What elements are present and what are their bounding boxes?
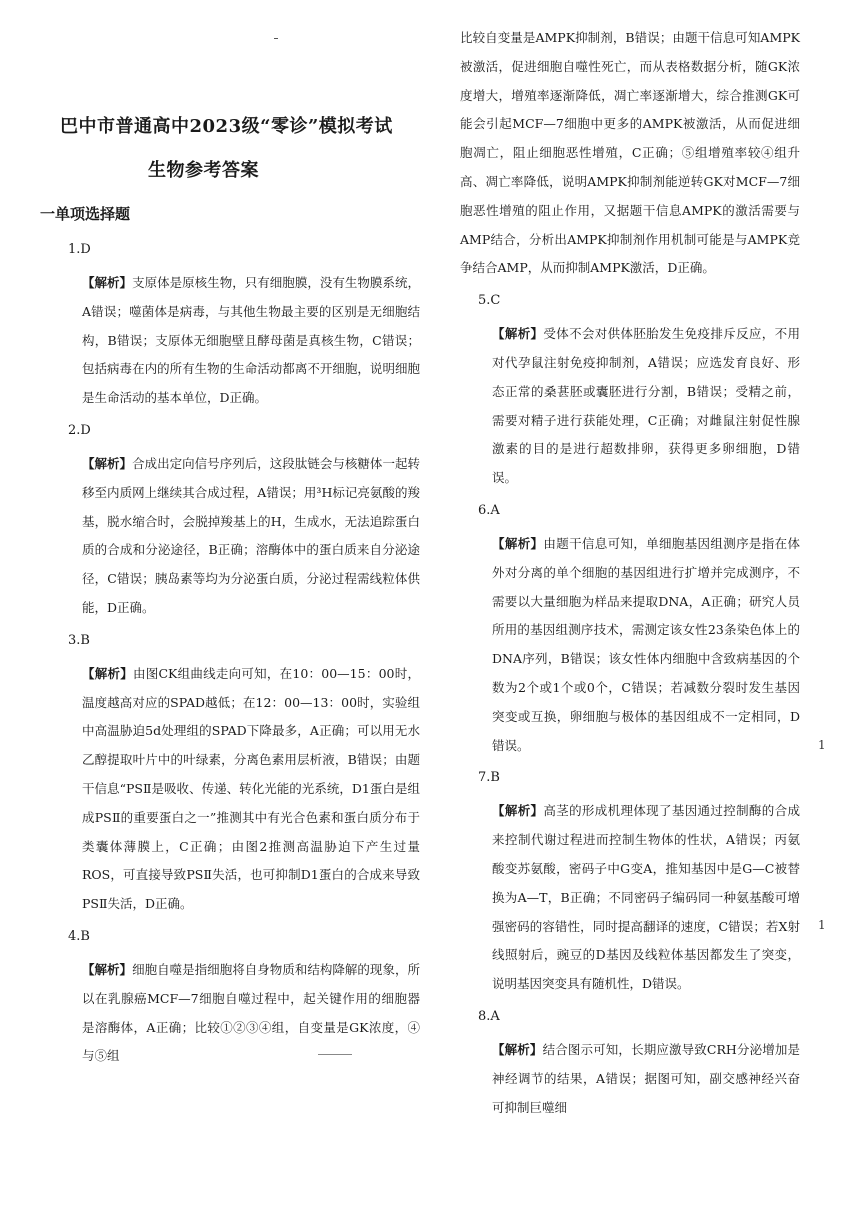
margin-mark: 1 <box>818 918 826 932</box>
question-1 <box>42 242 420 413</box>
explanation-text: 由图CK组曲线走向可知，在10：00—15：00时，温度越高对应的SPAD越低；在12：00—13：00时，实验组中高温胁迫5d处理组的SPAD下降最多，A正确；可以用无水乙醇提取叶片中的叶绿素，分离色素用层析液，B错误；由题干信息“PSⅡ是吸收、传递、转化光能的光系统，D1蛋白是组成PSⅡ的重要蛋白之一”推测其中有光合色素和蛋白质分布于类囊体薄膜上，C正确；由图2推测高温胁迫下产生过量ROS，可直接导致PSⅡ失活，也可抑制D1蛋白的合成来导致PSⅡ失活，D正确。 <box>82 665 420 912</box>
explanation-text: 结合图示可知，长期应激导致CRH分泌增加是神经调节的结果，A错误；据图可知，副交感神经兴奋可抑制巨噬细 <box>492 1041 800 1115</box>
question-number: 3.B <box>68 632 90 648</box>
document-subtitle: 生物参考答案 <box>148 160 259 181</box>
scan-speck <box>318 1054 352 1055</box>
question-6 <box>452 503 800 760</box>
question-3 <box>42 633 420 919</box>
question-2 <box>42 423 420 623</box>
question-number: 4.B <box>68 928 90 944</box>
explanation-text: 由题干信息可知，单细胞基因组测序是指在体外对分离的单个细胞的基因组进行扩增并完成测序，不需要以大量细胞为样品来提取DNA，A正确；研究人员所用的基因组测序技术，需测定该女性23条染色体上的DNA序列，B错误；该女性体内细胞中含致病基因的个数为2个或1个或0个，C错误；若减数分裂时发生基因突变或互换，卵细胞与极体的基因组成不一定相同，D错误。 <box>492 535 800 753</box>
question-explanation <box>452 1036 800 1122</box>
explanation-text: 细胞自噬是指细胞将自身物质和结构降解的现象，所以在乳腺癌MCF—7细胞自噬过程中，起关键作用的细胞器是溶酶体，A正确；比较①②③④组，自变量是GK浓度，④与⑤组 <box>82 961 420 1064</box>
explanation-tag: 【解析】 <box>82 455 133 471</box>
explanation-text: 支原体是原核生物，只有细胞膜，没有生物膜系统，A错误；噬菌体是病毒，与其他生物最主要的区别是无细胞结构，B错误；支原体无细胞壁且酵母菌是真核生物，C错误；包括病毒在内的所有生物的生命活动都离不开细胞，说明细胞是生命活动的基本单位，D正确。 <box>82 275 420 406</box>
explanation-text: 高茎的形成机理体现了基因通过控制酶的合成来控制代谢过程进而控制生物体的性状，A错误；丙氨酸变苏氨酸，密码子中G变A，推知基因中是G—C被替换为A—T，B正确；不同密码子编码同一种氨基酸可增强密码的容错性，同时提高翻译的速度，C错误；若X射线照射后，豌豆的D基因及线粒体基因都发生了突变，说明基因突变具有随机性，D错误。 <box>492 803 800 992</box>
left-column <box>42 242 420 1081</box>
explanation-text: 合成出定向信号序列后，这段肽链会与核糖体一起转移至内质网上继续其合成过程，A错误；用³H标记亮氨酸的羧基，脱水缩合时，会脱掉羧基上的H，生成水，无法追踪蛋白质的合成和分泌途径，B正确；溶酶体中的蛋白质来自分泌途径，C错误；胰岛素等均为分泌蛋白质，分泌过程需线粒体供能，D正确。 <box>82 455 420 615</box>
explanation-tag: 【解析】 <box>82 275 133 290</box>
question-number: 2.D <box>68 422 91 438</box>
question-4-continuation: 比较自变量是AMPK抑制剂，B错误；由题干信息可知AMPK被激活，促进细胞自噬性死亡，而从表格数据分析，随GK浓度增大，增殖率逐渐降低，凋亡率逐渐增大，综合推测GK可能会引起MCF—7细胞中更多的AMPK被激活，从而促进细胞凋亡，阻止细胞恶性增殖，C正确；⑤组增殖率较④组升高、凋亡率降低，说明AMPK抑制剂能逆转GK对MCF—7细胞恶性增殖的阻止作用，又据题干信息AMPK的激活需要与AMP结合，分析出AMPK抑制剂作用机制可能是与AMPK竞争结合AMP，从而抑制AMPK激活，D正确。 <box>460 30 800 276</box>
question-5 <box>452 293 800 493</box>
question-explanation <box>42 660 420 919</box>
question-number: 7.B <box>478 770 500 786</box>
section-heading: 一单项选择题 <box>40 205 131 223</box>
explanation-tag: 【解析】 <box>492 803 544 819</box>
explanation-tag: 【解析】 <box>492 1041 543 1057</box>
explanation-tag: 【解析】 <box>492 535 544 551</box>
question-number: 5.C <box>478 293 501 309</box>
question-7 <box>452 770 800 999</box>
question-explanation <box>452 797 800 999</box>
question-explanation <box>452 530 800 760</box>
question-explanation <box>452 320 800 493</box>
question-explanation <box>42 956 420 1071</box>
explanation-tag: 【解析】 <box>82 665 133 681</box>
right-column <box>452 24 800 1132</box>
explanation-text: 受体不会对供体胚胎发生免疫排斥反应，不用对代孕鼠注射免疫抑制剂，A错误；应选发育良好、形态正常的桑葚胚或囊胚进行分割，B错误；受精之前，需要对精子进行获能处理，C正确；对雌鼠注射促性腺激素的目的是进行超数排卵，获得更多卵细胞，D错误。 <box>492 326 800 486</box>
scan-speck <box>274 38 278 39</box>
question-4 <box>42 929 420 1071</box>
explanation-tag: 【解析】 <box>82 961 133 977</box>
question-number: 6.A <box>478 502 500 518</box>
explanation-tag: 【解析】 <box>492 326 544 342</box>
question-number: 1.D <box>68 242 91 257</box>
margin-mark: 1 <box>818 738 826 752</box>
document-title: 巴中市普通高中2023级“零诊”模拟考试 <box>60 116 393 137</box>
question-8 <box>452 1009 800 1122</box>
question-number: 8.A <box>478 1008 500 1024</box>
question-explanation <box>42 450 420 623</box>
question-explanation <box>42 269 420 413</box>
